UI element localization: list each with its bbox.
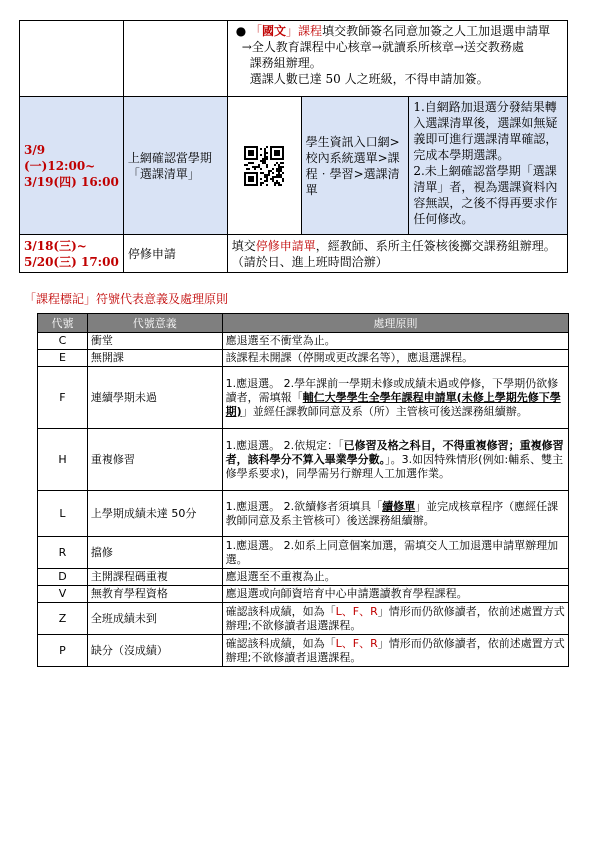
table-row: E 無開課 該課程未開課（停開或更改課名等），應退選課程。 bbox=[38, 350, 569, 367]
schedule-row-confirm bbox=[20, 97, 568, 235]
table-row: F 連續學期未過 1.應退選。 2.學年課前一學期未修或成績未過或停修，下學期仍欲修讀者，需填報「輔仁大學學生全學年課程申請單(未修上學期先修下學期)」並經任課教師同意及系（所）主管核可後送課務組續辦。 bbox=[38, 367, 569, 429]
table-row: P 缺分（沒成績） 確認該科成績，如為「L、F、R」情形而仍欲修讀者，依前述處置方式辦理;不欲修讀者退選課程。 bbox=[38, 635, 569, 667]
codes-header-row bbox=[38, 314, 569, 333]
codes-table bbox=[37, 313, 569, 667]
withdraw-item: 停修申請 bbox=[123, 235, 227, 273]
confirm-notes: 1.自網路加退選分發結果轉入選課清單後，選課如無疑義即可進行選課清單確認，完成本學期選課。 2.未上網確認當學期「選課清單」者，視為選課資料內容無誤，之後不得再要求作任何修改。 bbox=[409, 97, 568, 235]
table-row: D 主開課程碼重複 應退選至不重複為止。 bbox=[38, 569, 569, 586]
schedule-row-withdraw bbox=[20, 235, 568, 273]
withdraw-date: 3/18(三)~ 5/20(三) 17:00 bbox=[20, 235, 124, 273]
table-row: L 上學期成績未達 50分 1.應退選。 2.欲續修者須填具「續修單」並完成核章程序（應經任課教師同意及系主管核可）後送課務組續辦。 bbox=[38, 491, 569, 537]
header-code: 代號 bbox=[38, 314, 88, 333]
guowen-note: ● 「國文」課程填交教師簽名同意加簽之人工加退選申請單 →全人教育課程中心核章→就讀系所核章→送交教務處 課務組辦理。 選課人數已達 50 人之班級，不得申請加簽。 bbox=[227, 21, 567, 97]
confirm-date: 3/9 (一)12:00~ 3/19(四) 16:00 bbox=[20, 97, 124, 235]
continue-form-link[interactable]: 續修單 bbox=[382, 499, 416, 513]
header-meaning: 代號意義 bbox=[87, 314, 222, 333]
withdraw-desc: 填交停修申請單，經教師、系所主任簽核後擲交課務組辦理。（請於日、進上班時間洽辦） bbox=[227, 235, 567, 273]
qr-cell bbox=[227, 97, 301, 235]
confirm-item: 上網確認當學期「選課清單」 bbox=[123, 97, 227, 235]
table-row: H 重複修習 1.應退選。 2.依規定：「已修習及格之科目，不得重複修習；重複修習者，該科學分不算入畢業學分數。」。3.如因特殊情形(例如:輔系、雙主修學系要求)，同學需另行辦理人工加選作業。 bbox=[38, 429, 569, 491]
full-year-form-link[interactable]: 輔仁大學學生全學年課程申請單(未修上學期先修下學期) bbox=[225, 390, 561, 418]
table-row: V 無教育學程資格 應退選或向師資培育中心申請選讀教育學程課程。 bbox=[38, 586, 569, 603]
empty-cell bbox=[20, 21, 124, 97]
header-rule: 處理原則 bbox=[222, 314, 568, 333]
table-row: C 衝堂 應退選至不衝堂為止。 bbox=[38, 333, 569, 350]
schedule-table bbox=[19, 20, 568, 273]
empty-cell bbox=[123, 21, 227, 97]
confirm-path: 學生資訊入口網>校內系統選單>課程‧學習>選課清單 bbox=[301, 97, 409, 235]
section-title: 「課程標記」符號代表意義及處理原則 bbox=[24, 292, 229, 306]
schedule-row-guowen bbox=[20, 21, 568, 97]
withdraw-form-link[interactable]: 停修申請單 bbox=[255, 238, 316, 253]
qr-code-icon[interactable] bbox=[244, 146, 284, 186]
table-row: R 擋修 1.應退選。 2.如系上同意個案加選，需填交人工加退選申請單辦理加選。 bbox=[38, 537, 569, 569]
table-row: Z 全班成績未到 確認該科成績，如為「L、F、R」情形而仍欲修讀者，依前述處置方式辦理;不欲修讀者退選課程。 bbox=[38, 603, 569, 635]
